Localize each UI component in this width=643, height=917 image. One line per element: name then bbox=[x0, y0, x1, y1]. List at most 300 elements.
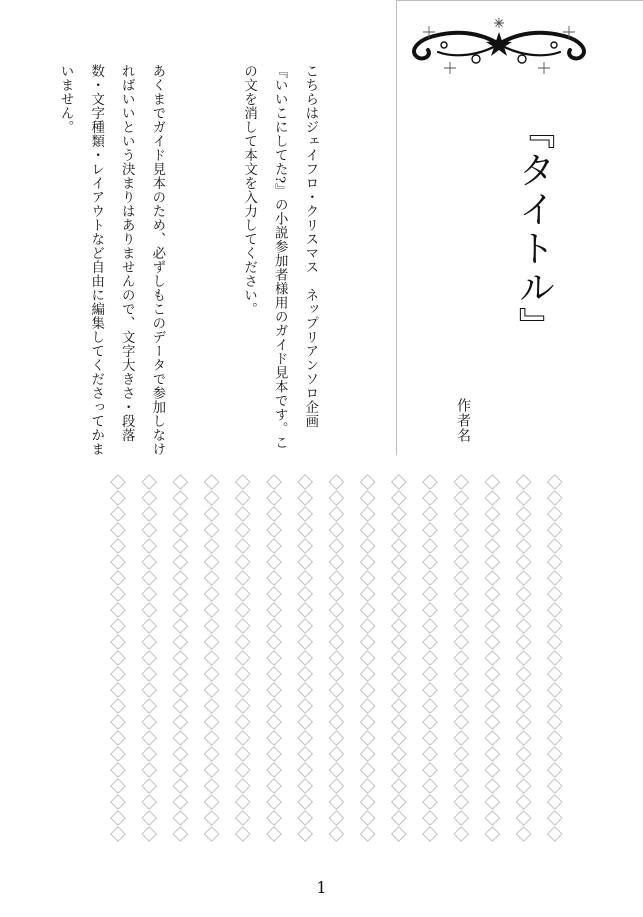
grid-diamond bbox=[423, 731, 437, 745]
grid-diamond bbox=[360, 491, 374, 505]
grid-diamond bbox=[392, 827, 406, 841]
grid-diamond bbox=[423, 699, 437, 713]
grid-diamond bbox=[111, 779, 125, 793]
grid-diamond bbox=[204, 523, 218, 537]
grid-diamond bbox=[360, 731, 374, 745]
grid-diamond bbox=[111, 491, 125, 505]
grid-diamond bbox=[111, 475, 125, 489]
grid-diamond bbox=[454, 779, 468, 793]
grid-diamond bbox=[329, 491, 343, 505]
grid-diamond bbox=[173, 699, 187, 713]
grid-diamond bbox=[173, 811, 187, 825]
grid-diamond bbox=[516, 603, 530, 617]
grid-diamond bbox=[423, 475, 437, 489]
grid-diamond bbox=[173, 667, 187, 681]
grid-diamond bbox=[548, 571, 562, 585]
grid-diamond bbox=[485, 715, 499, 729]
grid-diamond bbox=[329, 635, 343, 649]
grid-diamond bbox=[423, 491, 437, 505]
grid-diamond bbox=[142, 779, 156, 793]
grid-diamond bbox=[236, 715, 250, 729]
grid-diamond bbox=[485, 555, 499, 569]
grid-diamond bbox=[298, 619, 312, 633]
grid-diamond bbox=[516, 475, 530, 489]
grid-diamond bbox=[329, 507, 343, 521]
grid-diamond bbox=[236, 603, 250, 617]
grid-diamond bbox=[392, 587, 406, 601]
grid-diamond bbox=[329, 555, 343, 569]
grid-diamond bbox=[173, 651, 187, 665]
grid-diamond bbox=[329, 811, 343, 825]
grid-diamond bbox=[236, 683, 250, 697]
grid-diamond bbox=[142, 619, 156, 633]
grid-diamond bbox=[454, 683, 468, 697]
grid-diamond bbox=[204, 651, 218, 665]
grid-diamond bbox=[360, 779, 374, 793]
grid-diamond bbox=[111, 651, 125, 665]
grid-diamond bbox=[267, 667, 281, 681]
grid-diamond bbox=[204, 507, 218, 521]
grid-diamond bbox=[173, 603, 187, 617]
grid-diamond bbox=[516, 683, 530, 697]
grid-diamond bbox=[454, 747, 468, 761]
grid-diamond bbox=[173, 587, 187, 601]
grid-diamond bbox=[329, 795, 343, 809]
grid-diamond bbox=[267, 507, 281, 521]
grid-diamond bbox=[548, 667, 562, 681]
ornamental-flourish-icon bbox=[404, 18, 594, 80]
grid-diamond bbox=[329, 523, 343, 537]
grid-diamond bbox=[173, 763, 187, 777]
grid-diamond bbox=[298, 539, 312, 553]
grid-diamond bbox=[236, 539, 250, 553]
grid-diamond bbox=[142, 699, 156, 713]
grid-diamond bbox=[267, 539, 281, 553]
grid-diamond bbox=[454, 475, 468, 489]
grid-diamond bbox=[392, 555, 406, 569]
grid-diamond bbox=[204, 635, 218, 649]
grid-diamond bbox=[485, 763, 499, 777]
grid-diamond bbox=[360, 507, 374, 521]
grid-diamond bbox=[142, 763, 156, 777]
grid-diamond bbox=[298, 507, 312, 521]
grid-diamond bbox=[516, 827, 530, 841]
grid-diamond bbox=[173, 571, 187, 585]
grid-diamond bbox=[392, 523, 406, 537]
grid-diamond bbox=[454, 699, 468, 713]
grid-diamond bbox=[142, 571, 156, 585]
document-title: 『タイトル』 bbox=[512, 112, 555, 346]
grid-diamond bbox=[454, 619, 468, 633]
grid-diamond bbox=[485, 795, 499, 809]
body-text bbox=[58, 64, 386, 456]
grid-diamond bbox=[236, 699, 250, 713]
grid-diamond bbox=[392, 571, 406, 585]
grid-diamond bbox=[204, 731, 218, 745]
grid-diamond bbox=[423, 587, 437, 601]
grid-diamond bbox=[329, 475, 343, 489]
grid-diamond bbox=[329, 763, 343, 777]
grid-diamond bbox=[236, 619, 250, 633]
grid-diamond bbox=[142, 507, 156, 521]
grid-diamond bbox=[204, 715, 218, 729]
grid-diamond bbox=[423, 523, 437, 537]
grid-diamond bbox=[454, 587, 468, 601]
grid-diamond bbox=[267, 475, 281, 489]
grid-diamond bbox=[267, 811, 281, 825]
grid-diamond bbox=[236, 635, 250, 649]
grid-diamond bbox=[485, 683, 499, 697]
grid-diamond bbox=[485, 667, 499, 681]
grid-diamond bbox=[111, 795, 125, 809]
grid-diamond bbox=[142, 795, 156, 809]
grid-diamond bbox=[516, 747, 530, 761]
grid-diamond bbox=[485, 731, 499, 745]
grid-diamond bbox=[423, 715, 437, 729]
grid-diamond bbox=[423, 603, 437, 617]
grid-diamond bbox=[111, 747, 125, 761]
grid-diamond bbox=[204, 795, 218, 809]
grid-diamond bbox=[360, 539, 374, 553]
grid-diamond bbox=[516, 763, 530, 777]
grid-diamond bbox=[173, 491, 187, 505]
grid-diamond bbox=[360, 763, 374, 777]
grid-diamond bbox=[548, 475, 562, 489]
grid-diamond bbox=[548, 811, 562, 825]
frame-left-border bbox=[396, 0, 397, 455]
grid-diamond bbox=[267, 747, 281, 761]
grid-diamond bbox=[111, 619, 125, 633]
grid-diamond bbox=[173, 731, 187, 745]
grid-diamond bbox=[454, 603, 468, 617]
grid-diamond bbox=[267, 827, 281, 841]
grid-diamond bbox=[423, 747, 437, 761]
grid-diamond bbox=[485, 475, 499, 489]
grid-diamond bbox=[423, 539, 437, 553]
grid-diamond bbox=[204, 683, 218, 697]
grid-diamond bbox=[329, 699, 343, 713]
grid-diamond bbox=[548, 603, 562, 617]
grid-diamond bbox=[142, 651, 156, 665]
grid-diamond bbox=[329, 539, 343, 553]
grid-diamond bbox=[360, 619, 374, 633]
grid-diamond bbox=[548, 555, 562, 569]
grid-diamond bbox=[360, 795, 374, 809]
grid-diamond bbox=[392, 731, 406, 745]
grid-diamond bbox=[516, 635, 530, 649]
grid-diamond bbox=[267, 635, 281, 649]
grid-diamond bbox=[329, 667, 343, 681]
grid-diamond bbox=[485, 491, 499, 505]
grid-diamond bbox=[142, 603, 156, 617]
grid-diamond bbox=[204, 747, 218, 761]
grid-diamond bbox=[360, 635, 374, 649]
grid-diamond bbox=[173, 539, 187, 553]
grid-diamond bbox=[454, 731, 468, 745]
grid-diamond bbox=[298, 715, 312, 729]
grid-diamond bbox=[111, 667, 125, 681]
grid-diamond bbox=[454, 763, 468, 777]
grid-diamond bbox=[329, 827, 343, 841]
grid-diamond bbox=[392, 699, 406, 713]
grid-diamond bbox=[329, 619, 343, 633]
grid-diamond bbox=[142, 555, 156, 569]
body-paragraph-1: こちらはジェイフロ・クリスマス ネップリアンソロ企画 『いいこにしてた?』の小説参加者様用のガイド見本です。この文を消して本文を入力してください。 bbox=[241, 64, 318, 450]
grid-diamond bbox=[454, 523, 468, 537]
grid-diamond bbox=[111, 683, 125, 697]
body-paragraph-2: あくまでガイド見本のため、必ずしもこのデータで参加しなければいいという決まりはありませんので、文字大きさ・段落数・文字種類・レイアウトなど自由に編集してくださってかまいません。 bbox=[58, 64, 165, 456]
grid-diamond bbox=[548, 635, 562, 649]
grid-diamond bbox=[267, 683, 281, 697]
grid-diamond bbox=[298, 731, 312, 745]
grid-diamond bbox=[516, 667, 530, 681]
grid-diamond bbox=[142, 539, 156, 553]
grid-diamond bbox=[329, 587, 343, 601]
grid-diamond bbox=[236, 587, 250, 601]
grid-diamond bbox=[267, 651, 281, 665]
grid-diamond bbox=[298, 763, 312, 777]
grid-diamond bbox=[142, 523, 156, 537]
grid-diamond bbox=[329, 779, 343, 793]
grid-diamond bbox=[516, 555, 530, 569]
grid-diamond bbox=[485, 635, 499, 649]
grid-diamond bbox=[142, 747, 156, 761]
grid-diamond bbox=[392, 507, 406, 521]
grid-diamond bbox=[423, 635, 437, 649]
grid-diamond bbox=[267, 491, 281, 505]
grid-diamond bbox=[516, 779, 530, 793]
grid-diamond bbox=[485, 587, 499, 601]
grid-diamond bbox=[111, 811, 125, 825]
grid-diamond bbox=[204, 667, 218, 681]
grid-diamond bbox=[516, 731, 530, 745]
grid-diamond bbox=[298, 523, 312, 537]
grid-diamond bbox=[267, 555, 281, 569]
grid-diamond bbox=[392, 603, 406, 617]
grid-diamond bbox=[298, 635, 312, 649]
grid-diamond bbox=[329, 651, 343, 665]
grid-diamond bbox=[204, 827, 218, 841]
grid-diamond bbox=[236, 555, 250, 569]
grid-diamond bbox=[423, 619, 437, 633]
grid-diamond bbox=[298, 555, 312, 569]
grid-diamond bbox=[360, 747, 374, 761]
grid-diamond bbox=[392, 683, 406, 697]
grid-diamond bbox=[392, 651, 406, 665]
grid-diamond bbox=[142, 491, 156, 505]
grid-diamond bbox=[111, 555, 125, 569]
grid-diamond bbox=[267, 731, 281, 745]
grid-diamond bbox=[423, 555, 437, 569]
grid-diamond bbox=[454, 795, 468, 809]
grid-diamond bbox=[204, 603, 218, 617]
diamond-grid-icon bbox=[108, 474, 554, 844]
grid-diamond bbox=[392, 811, 406, 825]
grid-diamond bbox=[516, 539, 530, 553]
grid-diamond bbox=[454, 491, 468, 505]
grid-diamond bbox=[298, 699, 312, 713]
grid-diamond bbox=[392, 475, 406, 489]
grid-diamond bbox=[548, 523, 562, 537]
grid-diamond bbox=[454, 507, 468, 521]
grid-diamond bbox=[329, 747, 343, 761]
grid-diamond bbox=[236, 651, 250, 665]
grid-diamond bbox=[111, 587, 125, 601]
grid-diamond bbox=[173, 795, 187, 809]
grid-diamond bbox=[298, 491, 312, 505]
grid-diamond bbox=[516, 523, 530, 537]
page-number: 1 bbox=[316, 878, 327, 897]
grid-diamond bbox=[142, 731, 156, 745]
grid-diamond bbox=[423, 779, 437, 793]
grid-diamond bbox=[142, 667, 156, 681]
grid-diamond bbox=[236, 491, 250, 505]
grid-diamond bbox=[236, 507, 250, 521]
grid-diamond bbox=[516, 587, 530, 601]
grid-diamond bbox=[111, 523, 125, 537]
grid-diamond bbox=[173, 635, 187, 649]
grid-diamond bbox=[423, 827, 437, 841]
grid-diamond bbox=[548, 715, 562, 729]
grid-diamond bbox=[142, 683, 156, 697]
grid-diamond bbox=[236, 523, 250, 537]
grid-diamond bbox=[236, 475, 250, 489]
grid-diamond bbox=[360, 699, 374, 713]
grid-diamond bbox=[360, 571, 374, 585]
grid-diamond bbox=[485, 523, 499, 537]
grid-diamond bbox=[392, 491, 406, 505]
grid-diamond bbox=[329, 683, 343, 697]
grid-diamond bbox=[267, 619, 281, 633]
grid-diamond bbox=[173, 475, 187, 489]
grid-diamond bbox=[392, 715, 406, 729]
grid-diamond bbox=[267, 523, 281, 537]
grid-diamond bbox=[267, 715, 281, 729]
grid-diamond bbox=[142, 635, 156, 649]
grid-diamond bbox=[142, 827, 156, 841]
grid-diamond bbox=[204, 779, 218, 793]
grid-diamond bbox=[111, 827, 125, 841]
grid-diamond bbox=[485, 619, 499, 633]
grid-diamond bbox=[485, 827, 499, 841]
grid-diamond bbox=[111, 603, 125, 617]
grid-diamond bbox=[485, 779, 499, 793]
grid-diamond bbox=[204, 555, 218, 569]
grid-diamond bbox=[360, 715, 374, 729]
grid-diamond bbox=[548, 827, 562, 841]
grid-diamond bbox=[173, 523, 187, 537]
grid-diamond bbox=[548, 779, 562, 793]
grid-diamond bbox=[392, 779, 406, 793]
grid-diamond bbox=[142, 715, 156, 729]
grid-diamond bbox=[392, 795, 406, 809]
grid-diamond bbox=[548, 731, 562, 745]
author-name: 作者名 bbox=[455, 398, 471, 443]
grid-diamond bbox=[298, 587, 312, 601]
grid-diamond bbox=[111, 539, 125, 553]
grid-diamond bbox=[423, 651, 437, 665]
grid-diamond bbox=[360, 683, 374, 697]
grid-diamond bbox=[142, 811, 156, 825]
grid-diamond bbox=[267, 603, 281, 617]
grid-diamond bbox=[204, 475, 218, 489]
grid-diamond bbox=[360, 475, 374, 489]
grid-diamond bbox=[516, 699, 530, 713]
grid-diamond bbox=[360, 603, 374, 617]
grid-diamond bbox=[236, 763, 250, 777]
grid-diamond bbox=[423, 571, 437, 585]
grid-diamond bbox=[173, 827, 187, 841]
grid-diamond bbox=[329, 715, 343, 729]
grid-diamond bbox=[454, 811, 468, 825]
grid-diamond bbox=[329, 731, 343, 745]
grid-diamond bbox=[111, 507, 125, 521]
grid-diamond bbox=[173, 747, 187, 761]
grid-diamond bbox=[298, 571, 312, 585]
grid-diamond bbox=[548, 747, 562, 761]
grid-diamond bbox=[548, 795, 562, 809]
grid-diamond bbox=[360, 587, 374, 601]
grid-diamond bbox=[204, 571, 218, 585]
grid-diamond bbox=[485, 507, 499, 521]
grid-diamond bbox=[423, 667, 437, 681]
grid-diamond bbox=[360, 811, 374, 825]
grid-diamond bbox=[392, 667, 406, 681]
grid-diamond bbox=[173, 715, 187, 729]
grid-diamond bbox=[111, 571, 125, 585]
grid-diamond bbox=[236, 667, 250, 681]
grid-diamond bbox=[454, 555, 468, 569]
grid-diamond bbox=[329, 571, 343, 585]
grid-diamond bbox=[548, 507, 562, 521]
grid-diamond bbox=[236, 571, 250, 585]
grid-diamond bbox=[298, 683, 312, 697]
grid-diamond bbox=[267, 763, 281, 777]
grid-diamond bbox=[392, 635, 406, 649]
grid-diamond bbox=[204, 763, 218, 777]
grid-diamond bbox=[485, 651, 499, 665]
grid-diamond bbox=[298, 811, 312, 825]
grid-diamond bbox=[267, 779, 281, 793]
grid-diamond bbox=[111, 731, 125, 745]
grid-diamond bbox=[298, 651, 312, 665]
grid-diamond bbox=[516, 619, 530, 633]
grid-diamond bbox=[173, 555, 187, 569]
grid-diamond bbox=[454, 539, 468, 553]
grid-diamond bbox=[360, 827, 374, 841]
grid-diamond bbox=[360, 667, 374, 681]
grid-diamond bbox=[423, 507, 437, 521]
grid-diamond bbox=[298, 779, 312, 793]
grid-diamond bbox=[236, 747, 250, 761]
grid-diamond bbox=[298, 603, 312, 617]
grid-diamond bbox=[173, 683, 187, 697]
grid-diamond bbox=[516, 795, 530, 809]
grid-diamond bbox=[516, 507, 530, 521]
grid-diamond bbox=[548, 763, 562, 777]
grid-diamond bbox=[392, 619, 406, 633]
grid-diamond bbox=[360, 523, 374, 537]
grid-diamond bbox=[516, 715, 530, 729]
grid-diamond bbox=[485, 571, 499, 585]
grid-diamond bbox=[548, 699, 562, 713]
grid-diamond bbox=[454, 715, 468, 729]
grid-diamond bbox=[298, 475, 312, 489]
grid-diamond bbox=[360, 555, 374, 569]
grid-diamond bbox=[267, 795, 281, 809]
grid-diamond bbox=[111, 715, 125, 729]
grid-diamond bbox=[423, 763, 437, 777]
